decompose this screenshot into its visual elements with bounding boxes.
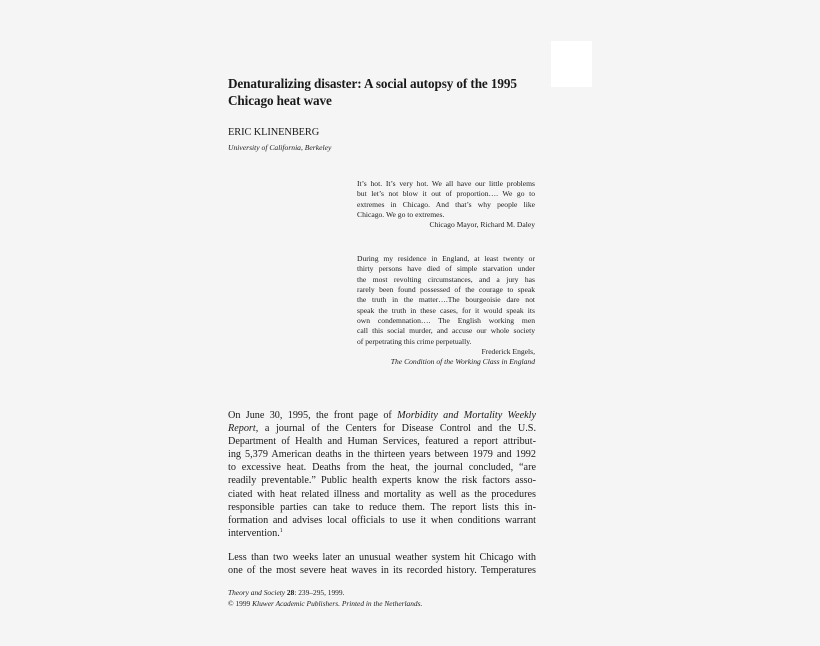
journal-title-italic: Report [228,423,256,435]
body-line: ing 5,379 American deaths in the thirteen years between 1979 and 1992 [228,449,536,461]
journal-name: Theory and Society [228,588,286,597]
epigraph-line: rarely been found possessed of the courage to speak [357,285,535,295]
epigraph-line: the truth in the matter….The bourgeoisie dare not [357,295,535,305]
body-line: one of the most severe heat waves in its recorded history. Temperatures [228,565,536,577]
epigraph-line: of perpetrating this crime perpetually. [357,336,472,346]
thumbnail-placeholder-box [551,41,592,87]
footnote-marker[interactable]: 1 [279,527,283,534]
title-line-1: Denaturalizing disaster: A social autopsy of the 1995 [228,76,517,91]
body-line: responsible parties can take to reduce them. The report lists this in- [228,501,536,513]
copyright-line [228,598,422,609]
journal-title-italic: Morbidity and Mortality Weekly [397,410,536,421]
body-line [228,422,536,435]
epigraph-line: speak the truth in these cases, for it would speak its [357,305,535,315]
body-line: Department of Health and Human Services, featured a report attribut- [228,436,536,448]
body-line: Less than two weeks later an unusual weather system hit Chicago with [228,552,536,563]
body-line: to excessive heat. Deaths from the heat, the journal concluded, “are [228,462,536,474]
epigraph-engels [357,254,535,368]
epigraph-line: the most revolting circumstances, and a jury has [357,274,535,284]
body-line [228,409,536,422]
body-paragraph-2 [228,551,536,577]
epigraph-line: call this social murder, and accuse our whole society [357,326,535,336]
title-line-2: Chicago heat wave [228,93,332,108]
citation-footer [228,587,422,609]
volume-number: 28 [286,588,295,597]
epigraph-line: thirty persons have died of simple starvation under [357,264,535,274]
article-title [228,75,548,109]
body-text-run: On June 30, 1995, the front page of [228,410,398,421]
body-line [228,527,536,540]
epigraph-line: Chicago. We go to extremes. [357,210,445,220]
body-text-run: , a journal of the Centers for Disease Control and the U.S. [255,423,536,435]
epigraph-line: extremes in Chicago. And that’s why people like [357,199,535,209]
epigraph-line: own condemnation…. The English working men [357,316,535,326]
body-line: readily preventable.” Public health experts know the risk factors asso- [228,475,536,487]
publisher-name: Kluwer Academic Publishers. Printed in the Netherlands. [252,599,423,608]
author-affiliation: University of California, Berkeley [228,143,332,152]
body-paragraph-1 [228,409,536,540]
pages-year: : 239–295, 1999. [294,588,345,597]
body-text-run: intervention. [228,527,280,539]
citation-line [228,587,422,598]
epigraph-attribution: Frederick Engels, [481,347,535,357]
body-line: formation and advises local officials to use it when conditions warrant [228,514,536,526]
epigraph-line: but let’s not blow it out of proportion…. We go to [357,189,535,199]
epigraph-attribution: Chicago Mayor, Richard M. Daley [429,220,535,230]
author-name: ERIC KLINENBERG [228,127,320,138]
epigraph-line: It’s hot. It’s very hot. We all have our little problems [357,179,535,188]
epigraph-source: The Condition of the Working Class in England [390,357,535,367]
body-line: ciated with heat related illness and mortality as well as the procedures [228,488,536,500]
copyright-symbol-year: © 1999 [228,599,253,608]
epigraph-daley [357,179,535,231]
epigraph-line: During my residence in England, at least twenty or [357,254,535,263]
